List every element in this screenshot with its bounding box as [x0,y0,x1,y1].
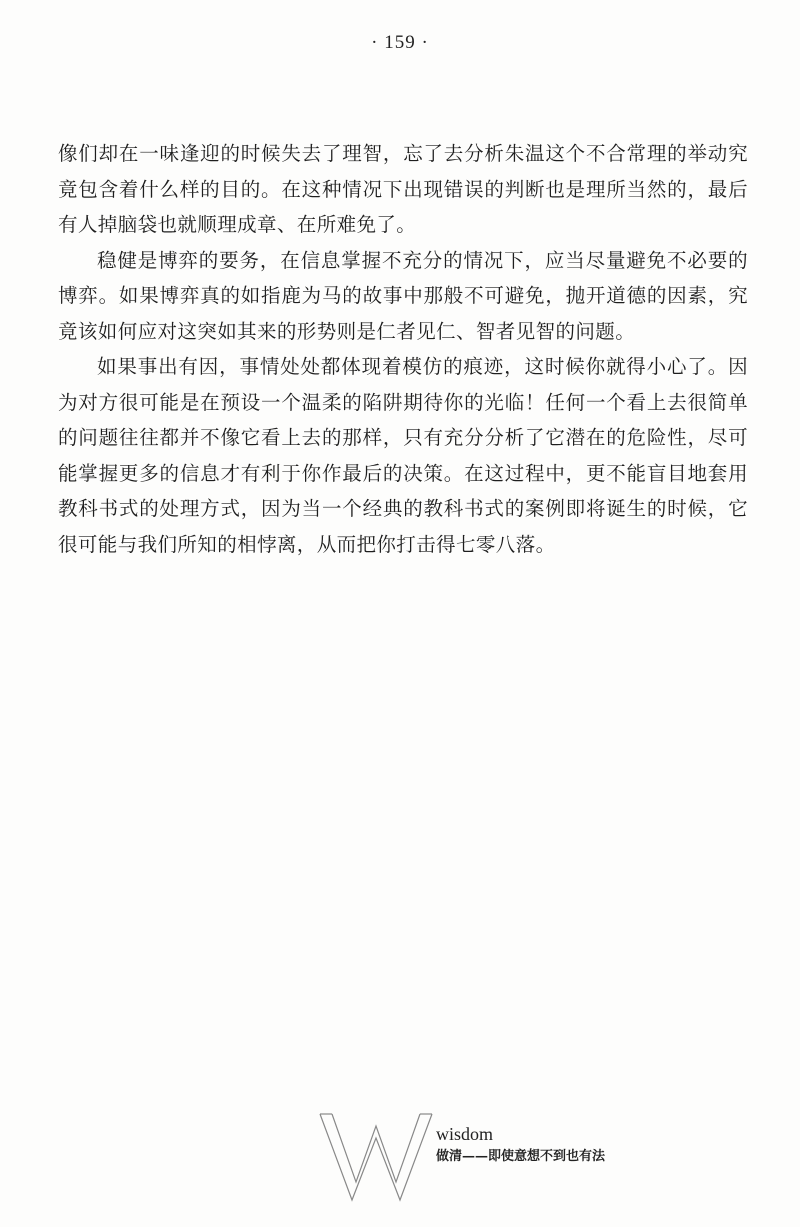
paragraph: 稳健是博弈的要务，在信息掌握不充分的情况下，应当尽量避免不必要的博弈。如果博弈真的如指鹿为马的故事中那般不可避免，抛开道德的因素，究竟该如何应对这突如其来的形势则是仁者见仁、智者见智的问题。 [58,248,748,343]
body-text [58,136,748,562]
footer-logo [318,1108,638,1208]
paragraph: 如果事出有因，事情处处都体现着模仿的痕迹，这时候你就得小心了。因为对方很可能是在预设一个温柔的陷阱期待你的光临！任何一个看上去很简单的问题往往都并不像它看上去的那样，只有充分分析了它潜在的危险性，尽可能掌握更多的信息才有利于你作最后的决策。在这过程中，更不能盲目地套用教科书式的处理方式，因为当一个经典的教科书式的案例即将诞生的时候，它很可能与我们所知的相悖离，从而把你打击得七零八落。 [58,355,748,556]
page-number: · 159 · [371,32,429,53]
logo-word: wisdom [436,1124,494,1144]
paragraph-continued: 像们却在一味逢迎的时候失去了理智，忘了去分析朱温这个不合常理的举动究竟包含着什么样的目的。在这种情况下出现错误的判断也是理所当然的，最后有人掉脑袋也就顺理成章、在所难免了。 [58,142,748,236]
footer-tagline: 做清——即使意想不到也有法 [436,1149,606,1164]
